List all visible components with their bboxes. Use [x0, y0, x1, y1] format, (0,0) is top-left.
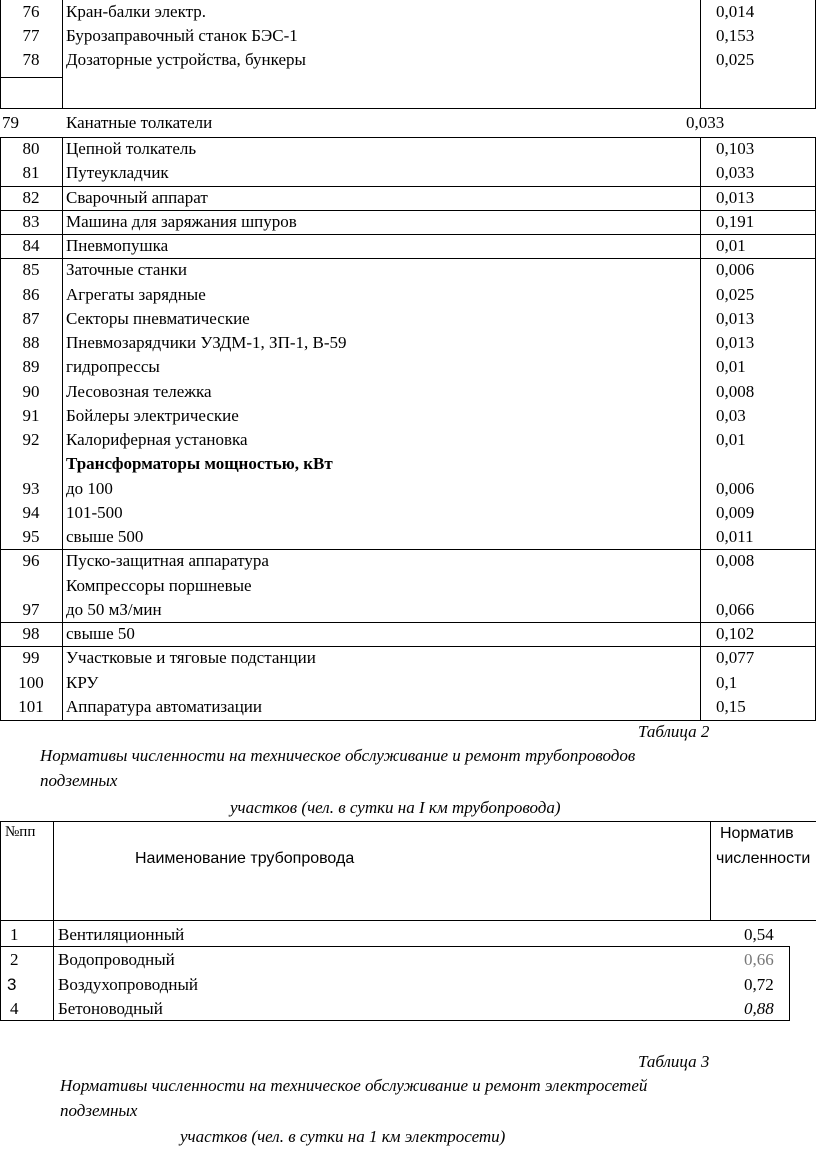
row-num: 88	[22, 333, 40, 352]
table-label: Таблица 3	[638, 1052, 710, 1071]
row-value: 0,1	[716, 672, 738, 692]
row-num: 83	[22, 211, 40, 231]
row-num: 76	[22, 2, 40, 21]
row-name: Компрессоры поршневые	[66, 575, 252, 595]
row-value: 0,15	[716, 696, 746, 716]
row-num: 101	[18, 696, 44, 716]
row-name: Кран-балки электр.	[66, 2, 207, 21]
row-value: 0,88	[744, 999, 774, 1018]
row-num: 77	[22, 26, 40, 45]
row-name: Вентиляционный	[58, 925, 185, 944]
row-value: 0,006	[716, 260, 755, 280]
row-num: 93	[22, 478, 40, 498]
row-num: 100	[18, 672, 44, 692]
row-name: Калориферная установка	[66, 430, 248, 449]
row-name: Машина для заряжания шпуров	[66, 211, 297, 231]
table-subtitle: участков (чел. в сутки на 1 км электросети)	[180, 1127, 506, 1146]
row-value: 0,066	[716, 599, 755, 619]
row-num: 96	[22, 551, 40, 571]
row-num: 81	[22, 163, 40, 183]
row-num: 87	[22, 308, 40, 328]
row-value: 0,103	[716, 139, 755, 158]
row-value: 0,013	[716, 333, 755, 352]
table-label: Таблица 2	[638, 722, 710, 741]
row-name: Дозаторные устройства, бункеры	[66, 50, 306, 69]
row-value: 0,014	[716, 2, 755, 21]
row-name: до 100	[66, 478, 113, 498]
row-value: 0,66	[744, 950, 774, 969]
row-num: 95	[22, 527, 40, 546]
row-value: 0,54	[744, 925, 774, 944]
row-num: 98	[22, 624, 40, 643]
row-num: 3	[7, 975, 17, 994]
row-num: 80	[22, 139, 40, 158]
row-name: 101-500	[66, 502, 123, 522]
row-name: Цепной толкатель	[66, 139, 197, 158]
row-num: 1	[10, 925, 19, 944]
row-name: КРУ	[66, 672, 99, 692]
row-value: 0,008	[716, 551, 755, 571]
row-value: 0,025	[716, 50, 755, 69]
row-name: Пуско-защитная аппаратура	[66, 551, 269, 571]
header-norm-cont: численности	[716, 850, 811, 867]
row-num: 84	[22, 236, 40, 255]
row-num: 97	[22, 599, 40, 619]
row-value: 0,102	[716, 624, 755, 643]
row-num: 78	[22, 50, 40, 69]
row-value: 0,03	[716, 405, 746, 425]
header-num: №пп	[5, 824, 36, 840]
row-value: 0,013	[716, 308, 755, 328]
row-name: Аппаратура автоматизации	[66, 696, 262, 716]
row-name: Канатные толкатели	[66, 113, 213, 132]
row-name: гидропрессы	[66, 357, 160, 377]
row-value: 0,009	[716, 502, 755, 522]
row-value: 0,011	[716, 527, 754, 546]
row-value: 0,033	[716, 163, 755, 183]
row-name: Участковые и тяговые подстанции	[66, 648, 316, 668]
row-value: 0,077	[716, 648, 755, 668]
row-value: 0,153	[716, 26, 755, 45]
table-subtitle: участков (чел. в сутки на I км трубопровода)	[230, 798, 561, 817]
row-value: 0,033	[686, 113, 725, 132]
row-name: Пневмозарядчики УЗДМ-1, ЗП-1, В-59	[66, 333, 347, 352]
row-num: 82	[22, 187, 40, 207]
row-name: Бойлеры электрические	[66, 405, 239, 425]
row-name: свыше 50	[66, 624, 135, 643]
row-name: Трансформаторы мощностью, кВт	[66, 454, 333, 474]
row-value: 0,006	[716, 478, 755, 498]
row-name: Воздухопроводный	[58, 975, 199, 994]
row-name: Секторы пневматические	[66, 308, 250, 328]
row-name: Водопроводный	[58, 950, 175, 969]
row-num: 91	[22, 405, 40, 425]
row-name: Агрегаты зарядные	[66, 284, 206, 304]
row-name: свыше 500	[66, 527, 144, 546]
row-name: Заточные станки	[66, 260, 187, 280]
row-num: 99	[22, 648, 40, 668]
row-num: 94	[22, 502, 40, 522]
row-value: 0,01	[716, 430, 746, 449]
row-value: 0,01	[716, 357, 746, 377]
row-num: 85	[22, 260, 40, 280]
row-name: до 50 мЗ/мин	[66, 599, 162, 619]
table-title-cont: подземных	[40, 771, 118, 790]
row-num: 92	[22, 430, 40, 449]
table-title: Нормативы численности на техническое обслуживание и ремонт трубопроводов	[40, 746, 636, 765]
row-name: Бетоноводный	[58, 999, 163, 1018]
row-value: 0,025	[716, 284, 755, 304]
row-value: 0,72	[744, 975, 774, 994]
row-value: 0,191	[716, 211, 755, 231]
row-num: 79	[2, 113, 19, 132]
row-value: 0,013	[716, 187, 755, 207]
row-num: 90	[22, 381, 40, 401]
row-name: Бурозаправочный станок БЭС-1	[66, 26, 298, 45]
row-num: 89	[22, 357, 40, 377]
row-num: 2	[10, 950, 19, 969]
row-num: 4	[10, 999, 19, 1018]
row-name: Пневмопушка	[66, 236, 169, 255]
row-name: Сварочный аппарат	[66, 187, 208, 207]
row-value: 0,008	[716, 381, 755, 401]
row-value: 0,01	[716, 236, 746, 255]
row-num: 86	[22, 284, 40, 304]
header-name: Наименование трубопровода	[135, 850, 355, 867]
table-title-cont: подземных	[60, 1101, 138, 1120]
header-norm: Норматив	[720, 825, 794, 842]
row-name: Путеукладчик	[66, 163, 169, 183]
table-title: Нормативы численности на техническое обслуживание и ремонт электросетей	[60, 1076, 648, 1095]
row-name: Лесовозная тележка	[66, 381, 212, 401]
